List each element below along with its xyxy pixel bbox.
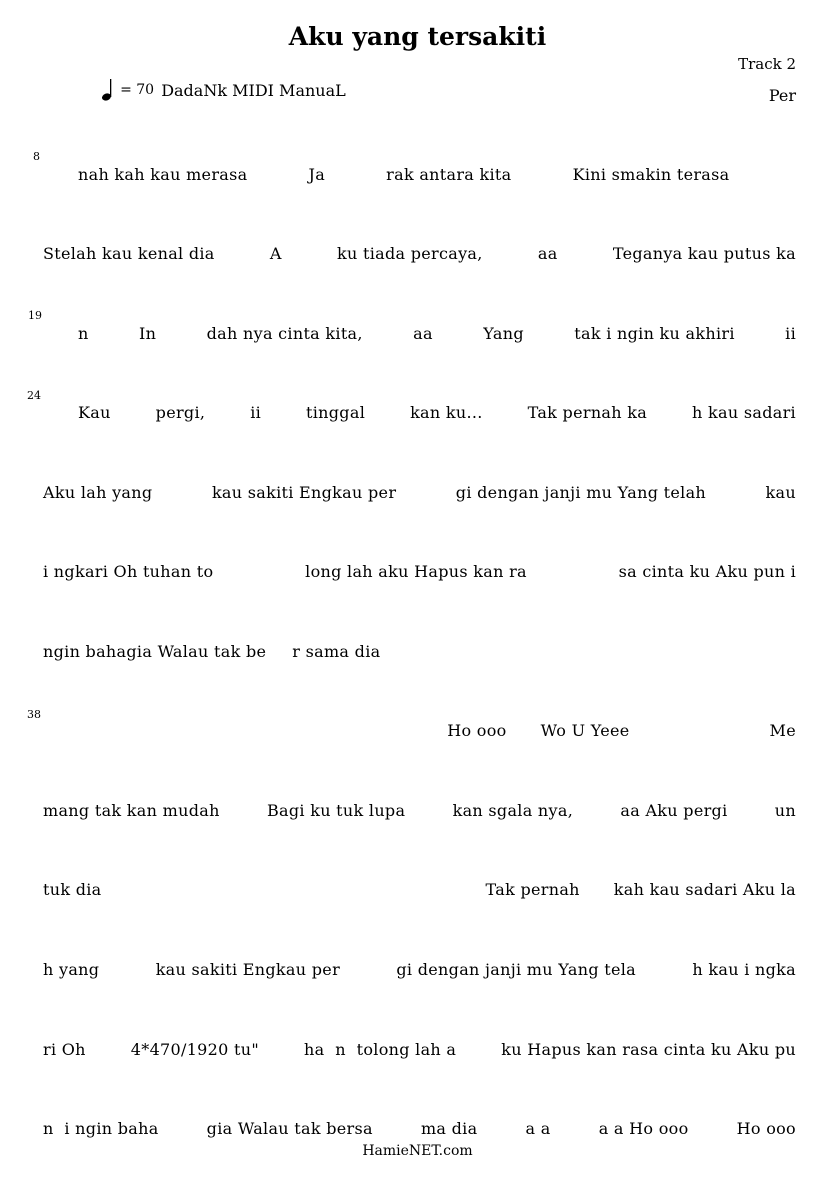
lyric-fragment: dah nya cinta kita, (206, 324, 363, 343)
lyric-fragment: tak i ngin ku akhiri (574, 324, 735, 343)
lyric-fragment: Tak pernah ka (527, 403, 648, 422)
lyric-fragment: Ho ooo (736, 1119, 796, 1138)
lyric-fragment: Kini smakin terasa (572, 165, 730, 184)
lyric-fragment: Tak pernah (485, 880, 580, 899)
lyric-fragment: n i ngin baha (43, 1119, 159, 1138)
tempo-value: = 70 (120, 82, 155, 98)
measure-number: 8 (33, 150, 40, 163)
lyric-line (43, 960, 796, 982)
lyric-fragment: tuk dia (43, 880, 102, 899)
lyric-fragment: i ngkari Oh tuhan to (43, 562, 214, 581)
lyric-fragment: h kau i ngka (692, 960, 796, 979)
lyric-fragment: sa cinta ku Aku pun i (618, 562, 796, 581)
lyric-fragment: 4*470/1920 tu" (130, 1040, 260, 1059)
lyric-line (43, 642, 796, 664)
lyric-fragment: h kau sadari (692, 403, 796, 422)
lyric-line (43, 1040, 796, 1062)
lyric-line (43, 483, 796, 505)
lyric-fragment: Yang (483, 324, 524, 343)
lyric-fragment: mang tak kan mudah (43, 801, 220, 820)
tempo-marking (101, 76, 346, 102)
lyric-fragment: h yang (43, 960, 100, 979)
lyric-fragment: aa (413, 324, 433, 343)
lyric-fragment: Wo U Yeee (540, 721, 630, 740)
lyric-line (43, 801, 796, 823)
lyric-fragment: In (139, 324, 157, 343)
lyric-line (43, 721, 796, 743)
lyric-fragment: kau sakiti Engkau per (211, 483, 397, 502)
lyric-fragment: kah kau sadari Aku la (613, 880, 796, 899)
lyric-fragment: kau sakiti Engkau per (155, 960, 341, 979)
lyric-line (78, 324, 796, 346)
lyric-fragment: Ja (308, 165, 326, 184)
lyric-fragment (791, 165, 796, 184)
lyric-fragment: tinggal (306, 403, 366, 422)
lyric-line (43, 562, 796, 584)
lyric-fragment: Me (769, 721, 796, 740)
lyric-fragment: ha n tolong lah a (304, 1040, 457, 1059)
first-lyric-syllable: Per (768, 86, 796, 105)
lyric-fragment: gi dengan janji mu Yang telah (455, 483, 707, 502)
lyric-fragment: Stelah kau kenal dia (43, 244, 215, 263)
measure-number: 38 (27, 708, 41, 721)
lyric-fragment: Ho ooo (447, 721, 507, 740)
track-label: Track 2 (738, 55, 796, 73)
lyric-fragment: a a (525, 1119, 551, 1138)
lyric-fragment: ii (250, 403, 262, 422)
lyric-fragment: nah kah kau merasa (78, 165, 248, 184)
lyric-fragment: ii (785, 324, 796, 343)
lyric-line (43, 1119, 796, 1141)
footer-site-name: HamieNET.com (362, 1143, 473, 1159)
lyric-fragment: gi dengan janji mu Yang tela (396, 960, 637, 979)
lyric-fragment: Kau (78, 403, 111, 422)
lyric-fragment: Bagi ku tuk lupa (266, 801, 406, 820)
lyric-fragment: ngin bahagia Walau tak be (43, 642, 267, 661)
lyric-fragment: kau (765, 483, 796, 502)
measure-number: 19 (28, 309, 42, 322)
lyric-fragment: ma dia (420, 1119, 478, 1138)
lyric-fragment: a a Ho ooo (598, 1119, 689, 1138)
lyric-fragment: ku Hapus kan rasa cinta ku Aku pu (501, 1040, 796, 1059)
lyric-fragment: ri Oh (43, 1040, 86, 1059)
quarter-note-icon (101, 78, 115, 102)
lyric-fragment: ku tiada percaya, (337, 244, 483, 263)
measure-number: 24 (27, 389, 41, 402)
lyric-fragment: A (269, 244, 282, 263)
lyric-fragment: un (774, 801, 796, 820)
lyric-fragment: pergi, (155, 403, 206, 422)
lyric-fragment: long lah aku Hapus kan ra (305, 562, 527, 581)
lyric-fragment: r sama dia (292, 642, 381, 661)
song-title: Aku yang tersakiti (288, 22, 547, 51)
lyric-fragment: n (78, 324, 89, 343)
lyric-fragment: rak antara kita (386, 165, 512, 184)
lyric-fragment: Teganya kau putus ka (612, 244, 796, 263)
lyric-fragment: aa (537, 244, 558, 263)
lyric-line (43, 244, 796, 266)
lyric-fragment: gia Walau tak bersa (206, 1119, 373, 1138)
lyric-fragment: kan sgala nya, (452, 801, 574, 820)
lyric-line (78, 403, 796, 425)
lyric-line (78, 165, 796, 187)
lyric-fragment: aa Aku pergi (620, 801, 728, 820)
lyric-fragment: Aku lah yang (43, 483, 153, 502)
lyric-fragment: kan ku... (410, 403, 483, 422)
arranger-credit: DadaNk MIDI ManuaL (161, 81, 346, 100)
lyric-line (43, 880, 796, 902)
